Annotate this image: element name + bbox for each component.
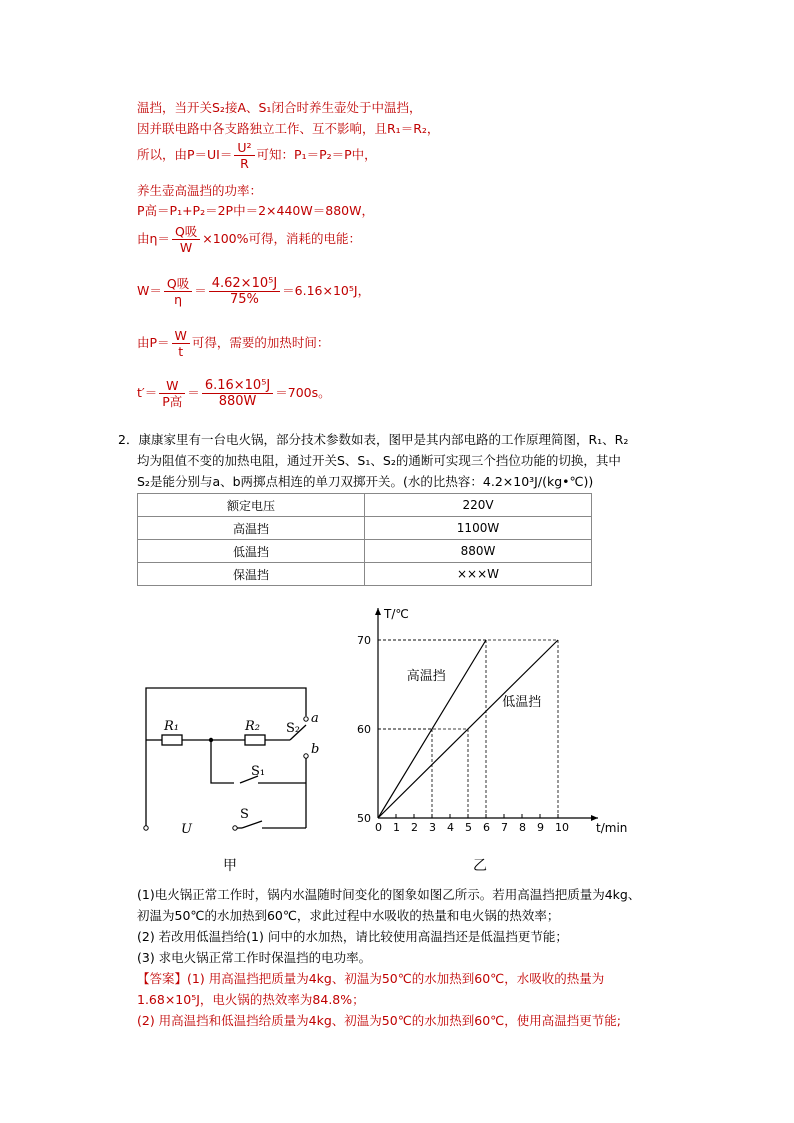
denominator: 880W: [218, 394, 257, 409]
y-axis-label: T/℃: [384, 607, 409, 621]
y-tick-label: 50: [357, 812, 371, 825]
circuit-caption: 甲: [223, 858, 237, 874]
subquestion-3: (3) 求电火锅正常工作时保温挡的电功率。: [137, 950, 372, 965]
subquestion-1a: (1)电火锅正常工作时，锅内水温随时间变化的图象如图乙所示。若用高温挡把质量为4kg、: [137, 887, 641, 902]
table-cell: 低温挡: [138, 540, 365, 563]
y-axis-arrow: [375, 608, 381, 615]
subquestion-2: (2) 若改用低温挡给(1) 问中的水加热，请比较使用高温挡还是低温挡更节能；: [137, 929, 568, 944]
numerator: W: [159, 378, 185, 394]
solution-line-2: 因并联电路中各支路独立工作、互不影响，且R₁＝R₂，: [137, 121, 440, 136]
answer-line-1: [137, 971, 604, 987]
text: 所以，由P＝UI＝: [137, 147, 233, 162]
table-cell: 高温挡: [138, 517, 365, 540]
numerator: 4.62×10⁵J: [209, 276, 280, 292]
denominator: W: [179, 240, 193, 255]
x-tick-label: 8: [519, 821, 526, 834]
text: 可得，需要的加热时间：: [191, 335, 330, 350]
numerator: Q吸: [172, 224, 200, 240]
text: ×100%可得，消耗的电能：: [202, 231, 361, 246]
numerator: Q吸: [164, 276, 192, 292]
table-cell: 880W: [365, 540, 592, 563]
text: ＝700s。: [275, 385, 331, 400]
question-line-2: 均为阻值不变的加热电阻，通过开关S、S₁、S₂的通断可实现三个挡位功能的切换，其中: [137, 453, 621, 468]
answer-tag: 【答案】: [137, 971, 188, 986]
text: 由P＝: [137, 335, 170, 350]
x-tick-label: 0: [375, 821, 382, 834]
table-cell: 1100W: [365, 517, 592, 540]
x-tick-label: 10: [555, 821, 569, 834]
x-tick-label: 7: [501, 821, 508, 834]
denominator: 75%: [230, 292, 259, 307]
text: ＝: [187, 385, 200, 400]
denominator: R: [240, 156, 249, 171]
series-label-high: 高温挡: [406, 669, 446, 685]
text: W＝: [137, 283, 162, 298]
denominator: η: [174, 292, 183, 307]
denominator: P高: [162, 394, 183, 409]
question-number: 2．: [118, 432, 139, 447]
label-u: U: [181, 822, 192, 837]
numerator: 6.16×10⁵J: [202, 378, 273, 394]
x-tick-label: 3: [429, 821, 436, 834]
numerator: U²: [234, 140, 254, 156]
answer-line-2: 1.68×10⁵J，电火锅的热效率为84.8%；: [137, 992, 365, 1007]
label-b: b: [311, 742, 320, 757]
x-tick-label: 9: [537, 821, 544, 834]
y-tick-label: 70: [357, 634, 371, 647]
label-s1: S₁: [251, 764, 266, 779]
text: 由η＝: [137, 231, 170, 246]
y-tick-label: 60: [357, 723, 371, 736]
x-tick-label: 1: [393, 821, 400, 834]
text: ＝6.16×10⁵J，: [282, 283, 371, 298]
label-r2: R₂: [245, 719, 260, 734]
solution-line-5: P高＝P₁+P₂＝2P中＝2×440W＝880W，: [137, 203, 374, 218]
table-cell: 额定电压: [138, 494, 365, 517]
x-tick-label: 4: [447, 821, 454, 834]
text: 可知：P₁＝P₂＝P中，: [256, 147, 377, 162]
subquestion-1b: 初温为50℃的水加热到60℃，求此过程中水吸收的热量和电火锅的热效率；: [137, 908, 560, 923]
numerator: W: [172, 328, 190, 344]
text: ＝: [194, 283, 207, 298]
solution-line-4: 养生壶高温挡的功率：: [137, 183, 263, 198]
text: t′＝: [137, 385, 158, 400]
x-axis-label: t/min: [596, 821, 628, 835]
table-cell: 220V: [365, 494, 592, 517]
answer-line-3: (2) 用高温挡和低温挡给质量为4kg、初温为50℃的水加热到60℃，使用高温挡更节能;: [137, 1013, 621, 1028]
x-tick-label: 5: [465, 821, 472, 834]
chart-caption: 乙: [473, 858, 487, 874]
label-s: S: [240, 807, 249, 822]
label-r1: R₁: [164, 719, 179, 734]
label-a: a: [311, 711, 319, 726]
table-cell: ×××W: [365, 563, 592, 586]
table-cell: 保温挡: [138, 563, 365, 586]
text: 康康家里有一台电火锅，部分技术参数如表，图甲是其内部电路的工作原理简图，R₁、R₂: [138, 432, 629, 447]
question-line-3: S₂是能分别与a、b两掷点相连的单刀双掷开关。(水的比热容：4.2×10³J/(kg•℃)): [137, 474, 594, 489]
solution-line-1: 温挡，当开关S₂接A、S₁闭合时养生壶处于中温挡，: [137, 100, 422, 115]
text: (1) 用高温挡把质量为4kg、初温为50℃的水加热到60℃，水吸收的热量为: [187, 971, 605, 986]
label-s2: S₂: [286, 721, 301, 736]
x-tick-label: 2: [411, 821, 418, 834]
x-tick-label: 6: [483, 821, 490, 834]
denominator: t: [178, 344, 184, 359]
series-label-low: 低温挡: [502, 694, 542, 710]
